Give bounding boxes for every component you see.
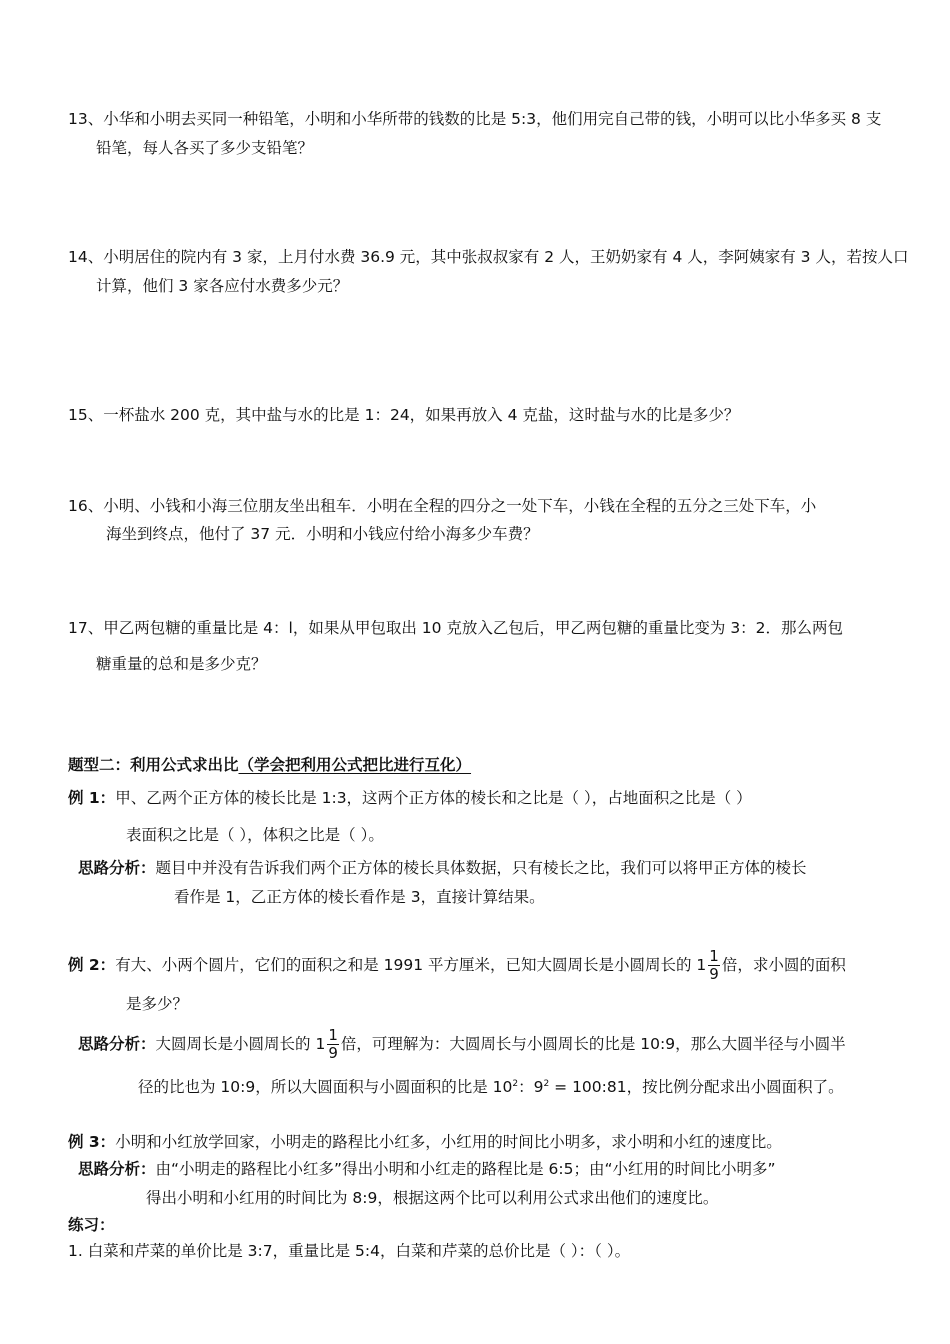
analysis-text-c: = 100:81，按比例分配求出小圆面积了。 <box>549 1078 844 1097</box>
fraction-numerator: 1 <box>709 947 719 965</box>
section-title: 题型二：利用公式求出比 <box>68 756 239 774</box>
example-1-analysis-line-2: 看作是 1，乙正方体的棱长看作是 3，直接计算结果。 <box>174 888 545 906</box>
example-3-label: 例 3： <box>68 1133 116 1151</box>
example-3-text: 小明和小红放学回家，小明走的路程比小红多，小红用的时间比小明多，求小明和小红的速度比。 <box>115 1133 782 1151</box>
exponent-1: 2 <box>512 1079 519 1089</box>
example-2-analysis-line-1 <box>78 1025 846 1063</box>
example-2-analysis-pre: 大圆周长是小圆周长的 1 <box>155 1035 326 1053</box>
problem-16-line-2: 海坐到终点，他付了 37 元．小明和小钱应付给小海多少车费？ <box>106 525 539 543</box>
example-2-fraction <box>708 948 720 983</box>
example-3-line-1 <box>68 1131 782 1153</box>
example-1-analysis-line-1 <box>78 857 807 879</box>
example-2-analysis-fraction <box>327 1027 339 1062</box>
analysis-text-b: ：9 <box>518 1078 544 1097</box>
example-1-analysis-label: 思路分析： <box>78 859 156 877</box>
example-2-text-pre: 有大、小两个圆片，它们的面积之和是 1991 平方厘米，已知大圆周长是小圆周长的 1 <box>115 956 707 974</box>
example-2-text-post: 倍，求小圆的面积 <box>721 956 846 974</box>
problem-14-line-1: 14、小明居住的院内有 3 家，上月付水费 36.9 元，其中张叔叔家有 2 人，王奶奶家有 4 人，李阿姨家有 3 人，若按人口 <box>68 248 909 266</box>
section-title-underlined: （学会把利用公式把比进行互化） <box>238 756 472 774</box>
example-2-line-2: 是多少？ <box>126 995 189 1013</box>
example-3-analysis-line-1 <box>78 1158 776 1180</box>
problem-13-line-2: 铅笔，每人各买了多少支铅笔？ <box>96 139 314 157</box>
fraction-numerator: 1 <box>328 1026 338 1044</box>
practice-question-1: 1. 白菜和芹菜的单价比是 3:7，重量比是 5:4，白菜和芹菜的总价比是（ ）：（ ）。 <box>68 1242 631 1260</box>
practice-label: 练习： <box>68 1216 115 1234</box>
example-2-analysis-label: 思路分析： <box>78 1035 156 1053</box>
example-2-label: 例 2： <box>68 956 116 974</box>
example-3-analysis-label: 思路分析： <box>78 1160 156 1178</box>
example-2-line-1 <box>68 946 846 984</box>
problem-17-line-1: 17、甲乙两包糖的重量比是 4：l，如果从甲包取出 10 克放入乙包后，甲乙两包糖的重量比变为 3：2．那么两包 <box>68 619 844 637</box>
example-1-label: 例 1： <box>68 789 116 807</box>
example-1-analysis-text: 题目中并没有告诉我们两个正方体的棱长具体数据，只有棱长之比，我们可以将甲正方体的棱长 <box>155 859 807 877</box>
example-1-line-2: 表面积之比是（ ），体积之比是（ ）。 <box>126 826 384 844</box>
problem-13-line-1: 13、小华和小明去买同一种铅笔，小明和小华所带的钱数的比是 5:3，他们用完自己带的钱，小明可以比小华多买 8 支 <box>68 110 882 128</box>
problem-17-line-2: 糖重量的总和是多少克？ <box>96 655 267 673</box>
fraction-denominator: 9 <box>328 1044 338 1062</box>
problem-14-line-2: 计算，他们 3 家各应付水费多少元？ <box>96 277 349 295</box>
example-3-analysis-text: 由“小明走的路程比小红多”得出小明和小红走的路程比是 6:5；由“小红用的时间比小明多” <box>155 1160 776 1178</box>
example-2-analysis-post: 倍，可理解为：大圆周长与小圆周长的比是 10:9，那么大圆半径与小圆半 <box>340 1035 846 1053</box>
problem-15-line-1: 15、一杯盐水 200 克，其中盐与水的比是 1：24，如果再放入 4 克盐，这时盐与水的比是多少？ <box>68 406 740 424</box>
example-2-analysis-line-2 <box>138 1073 844 1098</box>
example-3-analysis-line-2: 得出小明和小红用的时间比为 8:9，根据这两个比可以利用公式求出他们的速度比。 <box>146 1189 719 1207</box>
example-1-line-1 <box>68 787 752 809</box>
analysis-text-a: 径的比也为 10:9，所以大圆面积与小圆面积的比是 10 <box>138 1078 513 1097</box>
problem-16-line-1: 16、小明、小钱和小海三位朋友坐出租车．小明在全程的四分之一处下车，小钱在全程的五分之三处下车，小 <box>68 497 817 515</box>
example-1-text: 甲、乙两个正方体的棱长比是 1:3，这两个正方体的棱长和之比是（ ），占地面积之比是（ ） <box>115 789 752 807</box>
exponent-2: 2 <box>543 1079 550 1089</box>
section-heading <box>68 754 471 776</box>
fraction-denominator: 9 <box>709 965 719 983</box>
